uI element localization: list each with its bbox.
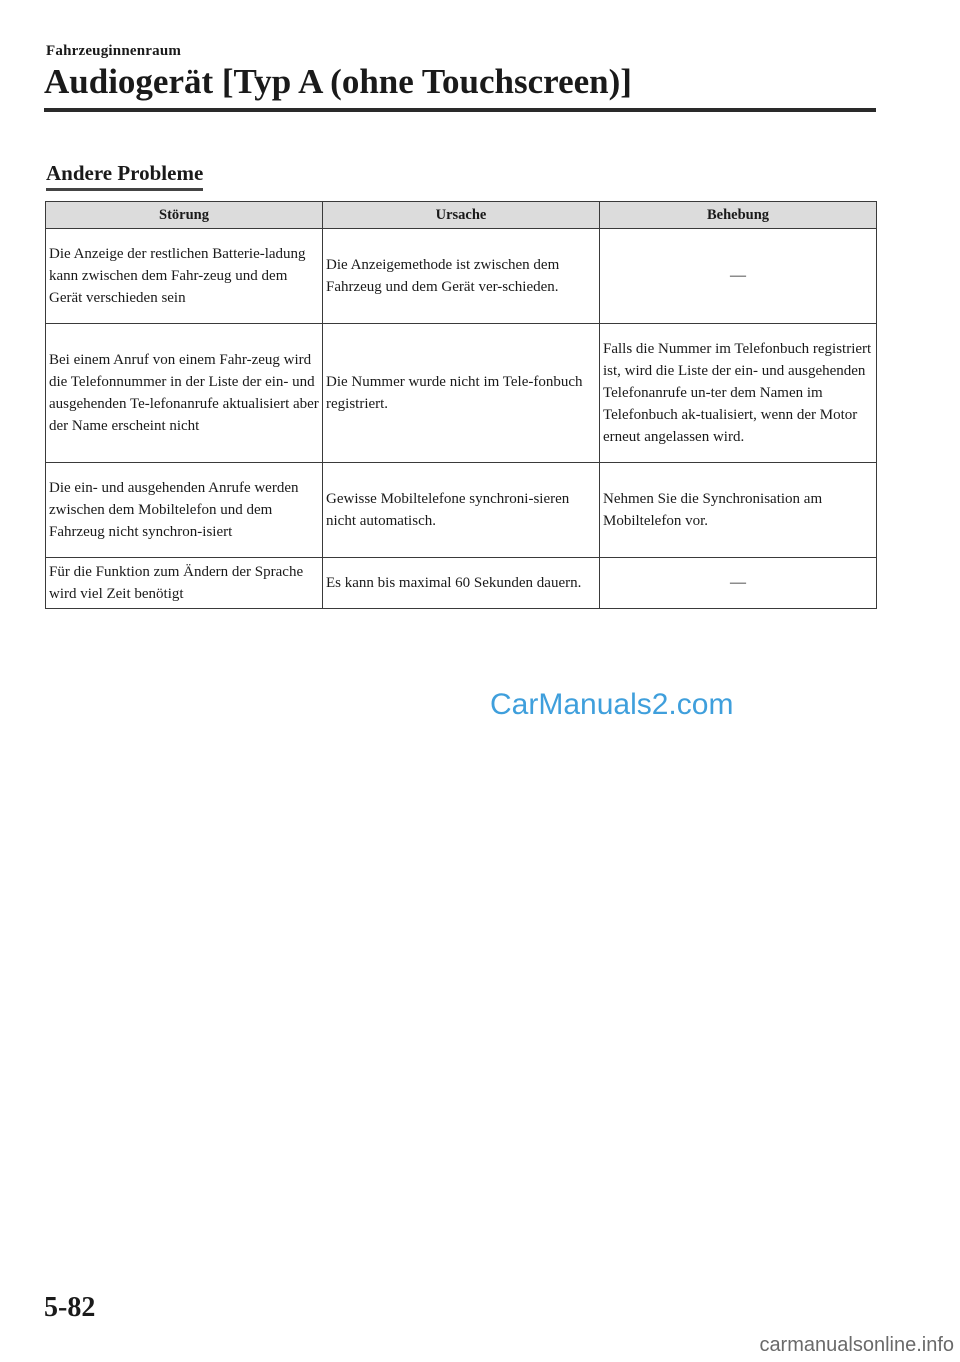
cell-behebung: Falls die Nummer im Telefonbuch registriert ist, wird die Liste der ein- und ausgehenden Telefonanrufe un-ter dem Namen im Telefonbuch ak-tualisiert, wenn der Motor erneut angelassen wird. <box>600 324 877 463</box>
table-row <box>46 558 877 609</box>
cell-ursache: Die Nummer wurde nicht im Tele-fonbuch registriert. <box>323 324 600 463</box>
table-header-row <box>46 202 877 229</box>
table-row <box>46 229 877 324</box>
cell-ursache: Die Anzeigemethode ist zwischen dem Fahrzeug und dem Gerät ver-schieden. <box>323 229 600 324</box>
cell-stoerung: Für die Funktion zum Ändern der Sprache wird viel Zeit benötigt <box>46 558 323 609</box>
table-row <box>46 324 877 463</box>
cell-stoerung: Bei einem Anruf von einem Fahr-zeug wird die Telefonnummer in der Liste der ein- und ausgehenden Te-lefonanrufe aktualisiert aber der Name erscheint nicht <box>46 324 323 463</box>
cell-behebung: — <box>600 558 877 609</box>
chapter-title: Audiogerät [Typ A (ohne Touchscreen)] <box>44 62 632 101</box>
column-header-stoerung: Störung <box>46 202 323 229</box>
cell-stoerung: Die ein- und ausgehenden Anrufe werden zwischen dem Mobiltelefon und dem Fahrzeug nicht synchron-isiert <box>46 463 323 558</box>
cell-stoerung: Die Anzeige der restlichen Batterie-ladung kann zwischen dem Fahr-zeug und dem Gerät verschieden sein <box>46 229 323 324</box>
cell-behebung: — <box>600 229 877 324</box>
subsection-title: Andere Probleme <box>46 160 203 191</box>
section-label: Fahrzeuginnenraum <box>46 43 182 59</box>
title-rule <box>44 108 876 112</box>
cell-behebung: Nehmen Sie die Synchronisation am Mobiltelefon vor. <box>600 463 877 558</box>
column-header-ursache: Ursache <box>323 202 600 229</box>
page-number: 5-82 <box>44 1292 96 1323</box>
table-row <box>46 463 877 558</box>
cell-ursache: Es kann bis maximal 60 Sekunden dauern. <box>323 558 600 609</box>
footer-site-link[interactable]: carmanualsonline.info <box>759 1334 954 1356</box>
cell-ursache: Gewisse Mobiltelefone synchroni-sieren nicht automatisch. <box>323 463 600 558</box>
column-header-behebung: Behebung <box>600 202 877 229</box>
troubleshooting-table <box>45 201 877 609</box>
watermark-link[interactable]: CarManuals2.com <box>490 688 734 721</box>
